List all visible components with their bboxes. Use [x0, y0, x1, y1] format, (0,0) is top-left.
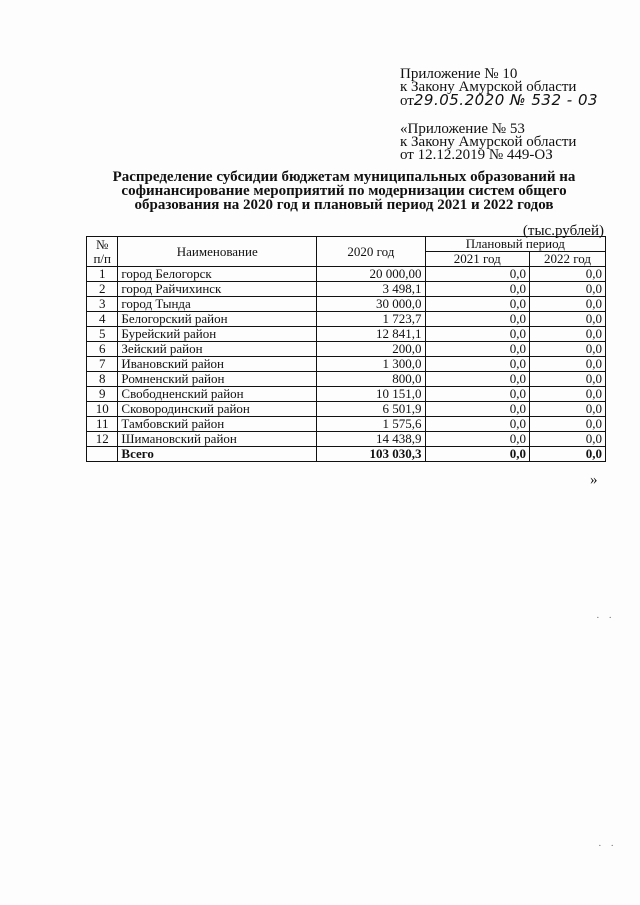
title-line-1: Распределение субсидии бюджетам муниципальных образований на	[112, 169, 576, 185]
row-2020-value: 14 438,9	[317, 432, 425, 447]
row-2020-value: 6 501,9	[317, 402, 425, 417]
header-2022: 2022 год	[529, 252, 605, 267]
row-2020-value: 12 841,1	[317, 327, 425, 342]
row-name: Ивановский район	[118, 357, 317, 372]
table-row	[87, 342, 606, 357]
row-2021-value: 0,0	[425, 327, 529, 342]
row-2021-value: 0,0	[425, 282, 529, 297]
table-body	[87, 267, 606, 462]
subsidy-table	[86, 236, 606, 462]
table-row	[87, 267, 606, 282]
row-2021-value: 0,0	[425, 357, 529, 372]
scan-artifact: · ·	[596, 612, 616, 624]
row-num: 10	[87, 402, 118, 417]
row-2020-value: 1 575,6	[317, 417, 425, 432]
row-2022-value: 0,0	[529, 312, 605, 327]
row-2020-value: 30 000,0	[317, 297, 425, 312]
row-name: город Райчихинск	[118, 282, 317, 297]
table-row	[87, 282, 606, 297]
closing-quote: »	[590, 472, 598, 488]
appendix-law: к Закону Амурской области	[400, 79, 577, 95]
row-name: Зейский район	[118, 342, 317, 357]
row-name: Шимановский район	[118, 432, 317, 447]
table-row	[87, 402, 606, 417]
row-2020-value: 200,0	[317, 342, 425, 357]
table-row	[87, 327, 606, 342]
row-2022-value: 0,0	[529, 372, 605, 387]
header-num-symbol: №	[96, 236, 109, 252]
row-name: Свободненский район	[118, 387, 317, 402]
row-2022-value: 0,0	[529, 342, 605, 357]
row-num: 7	[87, 357, 118, 372]
original-appendix-date: от 12.12.2019 № 449-ОЗ	[400, 147, 553, 163]
row-num: 2	[87, 282, 118, 297]
row-2021-value: 0,0	[425, 417, 529, 432]
row-2022-value: 0,0	[529, 402, 605, 417]
original-appendix-law: к Закону Амурской области	[400, 134, 577, 150]
row-2021-value: 0,0	[425, 297, 529, 312]
row-num: 12	[87, 432, 118, 447]
table-row	[87, 432, 606, 447]
row-name: Ромненский район	[118, 372, 317, 387]
units-label: (тыс.рублей)	[522, 223, 604, 239]
table-total-row	[87, 447, 606, 462]
row-2021-value: 0,0	[425, 372, 529, 387]
table-row	[87, 297, 606, 312]
row-name: Тамбовский район	[118, 417, 317, 432]
total-2021: 0,0	[425, 447, 529, 462]
row-2021-value: 0,0	[425, 432, 529, 447]
row-2020-value: 3 498,1	[317, 282, 425, 297]
total-2022: 0,0	[529, 447, 605, 462]
header-num	[87, 237, 118, 267]
row-name: Бурейский район	[118, 327, 317, 342]
row-num: 1	[87, 267, 118, 282]
header-name: Наименование	[118, 237, 317, 267]
row-2020-value: 1 723,7	[317, 312, 425, 327]
total-2020: 103 030,3	[317, 447, 425, 462]
header-planned-period: Плановый период	[425, 237, 605, 252]
row-2020-value: 800,0	[317, 372, 425, 387]
row-2020-value: 10 151,0	[317, 387, 425, 402]
row-2020-value: 1 300,0	[317, 357, 425, 372]
table-row	[87, 372, 606, 387]
row-num: 4	[87, 312, 118, 327]
title-line-3: образования на 2020 год и плановый период 2021 и 2022 годов	[134, 197, 554, 213]
total-label: Всего	[118, 447, 317, 462]
row-2021-value: 0,0	[425, 387, 529, 402]
row-name: город Тында	[118, 297, 317, 312]
appendix-date	[400, 91, 615, 109]
row-name: Сковородинский район	[118, 402, 317, 417]
row-2021-value: 0,0	[425, 312, 529, 327]
row-2022-value: 0,0	[529, 297, 605, 312]
row-2022-value: 0,0	[529, 267, 605, 282]
row-num: 11	[87, 417, 118, 432]
appendix-date-prefix: от	[400, 93, 414, 109]
table-row	[87, 417, 606, 432]
table-header-row	[87, 237, 606, 252]
row-2022-value: 0,0	[529, 387, 605, 402]
header-2021: 2021 год	[425, 252, 529, 267]
table-row	[87, 387, 606, 402]
row-name: Белогорский район	[118, 312, 317, 327]
table-row	[87, 357, 606, 372]
row-num: 9	[87, 387, 118, 402]
table-row	[87, 312, 606, 327]
appendix-number: Приложение № 10	[400, 66, 518, 82]
row-2022-value: 0,0	[529, 417, 605, 432]
row-num: 8	[87, 372, 118, 387]
row-2022-value: 0,0	[529, 282, 605, 297]
header-num-abbrev: п/п	[93, 250, 111, 266]
row-2022-value: 0,0	[529, 357, 605, 372]
row-num: 3	[87, 297, 118, 312]
row-2021-value: 0,0	[425, 267, 529, 282]
row-2022-value: 0,0	[529, 327, 605, 342]
row-name: город Белогорск	[118, 267, 317, 282]
row-num: 5	[87, 327, 118, 342]
row-2021-value: 0,0	[425, 342, 529, 357]
original-appendix-header	[400, 123, 615, 162]
appendix-header	[400, 68, 615, 108]
original-appendix-number: «Приложение № 53	[400, 121, 525, 137]
total-num	[87, 447, 118, 462]
handwritten-date-number: 29.05.2020 № 532 - 03	[413, 91, 599, 109]
row-2022-value: 0,0	[529, 432, 605, 447]
document-title	[104, 170, 584, 212]
row-2020-value: 20 000,00	[317, 267, 425, 282]
scan-artifact: · ·	[598, 840, 618, 852]
header-2020: 2020 год	[317, 237, 425, 267]
row-2021-value: 0,0	[425, 402, 529, 417]
row-num: 6	[87, 342, 118, 357]
title-line-2: софинансирование мероприятий по модернизации систем общего	[121, 183, 567, 199]
